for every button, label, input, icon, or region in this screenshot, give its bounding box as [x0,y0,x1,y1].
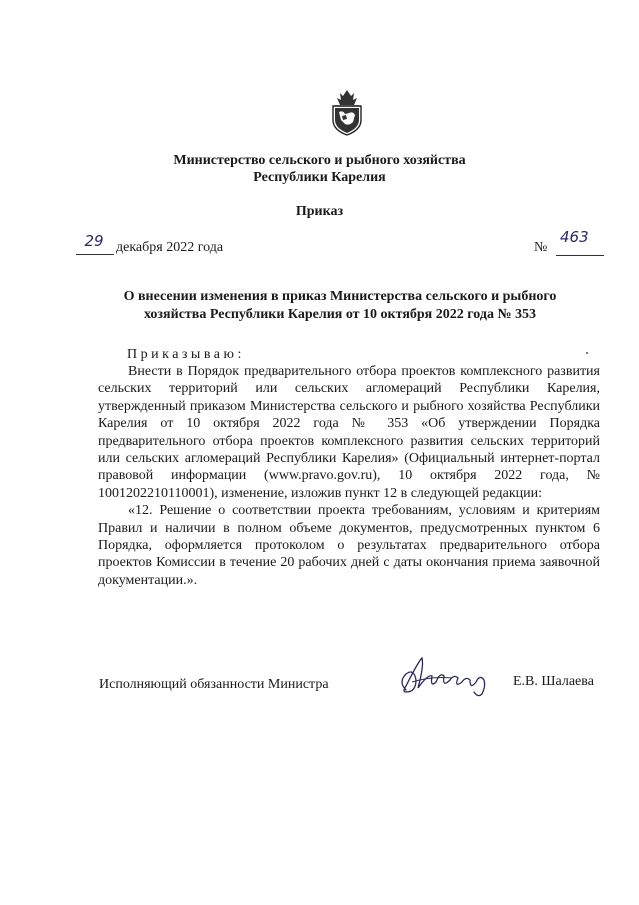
order-subject-line2: хозяйства Республики Карелия от 10 октября 2022 года № 353 [143,307,537,322]
body-paragraph-2: «12. Решение о соответствии проекта требованиям, условиям и критериям Правил и наличии в полном объеме документов, предусмотренных пунктом 6 Порядка, оформляется протоколом о результатах предварительного отбора проектов Комиссии в течение 20 рабочих дней с даты окончания приема заявочной документации.». [98,503,600,588]
order-date-day: 29 [84,232,104,250]
scan-speck [586,352,588,354]
handwritten-signature-icon [392,652,496,700]
document-type: Приказ [295,204,344,219]
signer-title: Исполняющий обязанности Министра [99,677,329,692]
order-subject-line1: О внесении изменения в приказ Министерства сельского и рыбного [123,289,557,304]
order-directive: Приказываю: [127,347,245,362]
order-number [534,228,604,258]
ministry-name [0,152,639,186]
number-underline [556,255,604,256]
body-paragraph-1: Внести в Порядок предварительного отбора проектов комплексного развития сельских территорий или сельских агломераций Республики Карелия, утвержденный приказом Министерства сельского и рыбного хозяйства Республики Карелия от 10 октября 2022 года № 353 «Об утверждении Порядка предварительного отбора проектов комплексного развития сельских территорий или сельских агломераций Республики Карелия» (Официальный интернет-портал правовой информации (www.pravo.gov.ru), 10 октября 2022 года, № 1001202210110001), изменение, изложив пункт 12 в следующей редакции: [98,364,600,501]
order-number-sign: № [534,240,548,255]
order-body [98,363,600,589]
order-date-rest: декабря 2022 года [116,240,224,255]
karelia-coat-of-arms-icon [329,86,365,136]
date-underline [76,254,114,255]
ministry-name-line1: Министерство сельского и рыбного хозяйства [173,153,466,168]
ministry-name-line2: Республики Карелия [253,170,386,185]
order-number-value: 463 [560,228,589,246]
order-subject [100,288,580,324]
signer-name: Е.В. Шалаева [513,674,594,689]
